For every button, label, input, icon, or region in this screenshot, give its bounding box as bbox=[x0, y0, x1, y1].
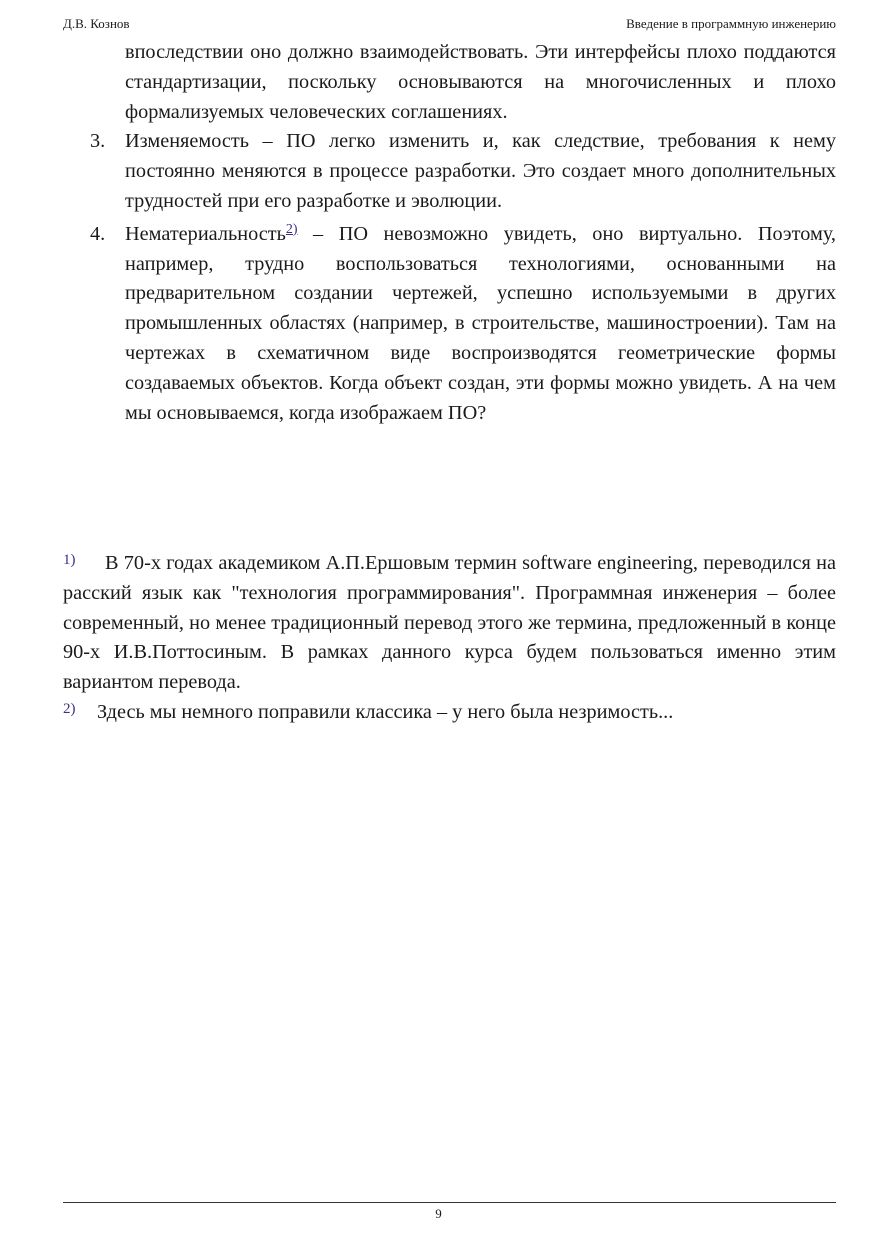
header-course-title: Введение в программную инженерию bbox=[626, 16, 836, 31]
list-item-3 bbox=[63, 127, 836, 216]
list-item-4-number: 4. bbox=[90, 222, 106, 245]
footnote-1-text: В 70-х годах академиком А.П.Ершовым термин software engineering, переводился на расский язык как "технология программирования". Программная инженерия – более современный, но менее традиционный перевод этого же термина, предложенный в конце 90-х И.В.Поттосиным. В рамках данного курса будем пользоваться именно этим вариантом перевода. bbox=[63, 552, 836, 694]
continuation-text: впоследствии оно должно взаимодействовать. Эти интерфейсы плохо поддаются стандартизации, поскольку основываются на многочисленных и плохо формализуемых человеческих соглашениях. bbox=[125, 41, 836, 123]
list-item-4 bbox=[63, 220, 836, 429]
list-item-3-number: 3. bbox=[90, 130, 106, 153]
page-number: 9 bbox=[435, 1206, 442, 1221]
footnote-2: 2) Здесь мы немного поправили классика – у него была незримость... bbox=[63, 700, 674, 723]
list-item-4-term: Нематериальность bbox=[125, 222, 286, 245]
list-item-3-text: Изменяемость – ПО легко изменить и, как следствие, требования к нему постоянно меняются в процессе разработки. Это создает много дополнительных трудностей при его разработке и эволюции. bbox=[125, 130, 836, 212]
running-header bbox=[63, 16, 836, 34]
list-item-continuation bbox=[63, 38, 836, 127]
footer-divider bbox=[63, 1202, 836, 1203]
header-author: Д.В. Кознов bbox=[63, 16, 130, 31]
body-text bbox=[63, 38, 836, 428]
footnote-2-text: Здесь мы немного поправили классика – у него была незримость... bbox=[97, 700, 674, 723]
footnote-1: 1) В 70-х годах академиком А.П.Ершовым термин software engineering, переводился на расский язык как "технология программирования". Программная инженерия – более современный, но менее традиционный перевод этого же термина, предложенный в конце 90-х И.В.Поттосиным. В рамках данного курса будем пользоваться именно этим вариантом перевода. bbox=[63, 552, 836, 694]
footnote-2-reference-link[interactable]: 2) bbox=[285, 221, 298, 237]
footnotes-section bbox=[63, 549, 836, 728]
list-item-4-text: – ПО невозможно увидеть, оно виртуально. Поэтому, например, трудно воспользоваться технологиями, основанными на предварительном создании чертежей, успешно используемыми в других промышленных областях (например, в строительстве, машиностроении). Там на чертежах в схематичном виде воспроизводятся геометрические формы создаваемых объектов. Когда объект создан, эти формы можно увидеть. А на чем мы основываемся, когда изображаем ПО? bbox=[125, 222, 836, 424]
